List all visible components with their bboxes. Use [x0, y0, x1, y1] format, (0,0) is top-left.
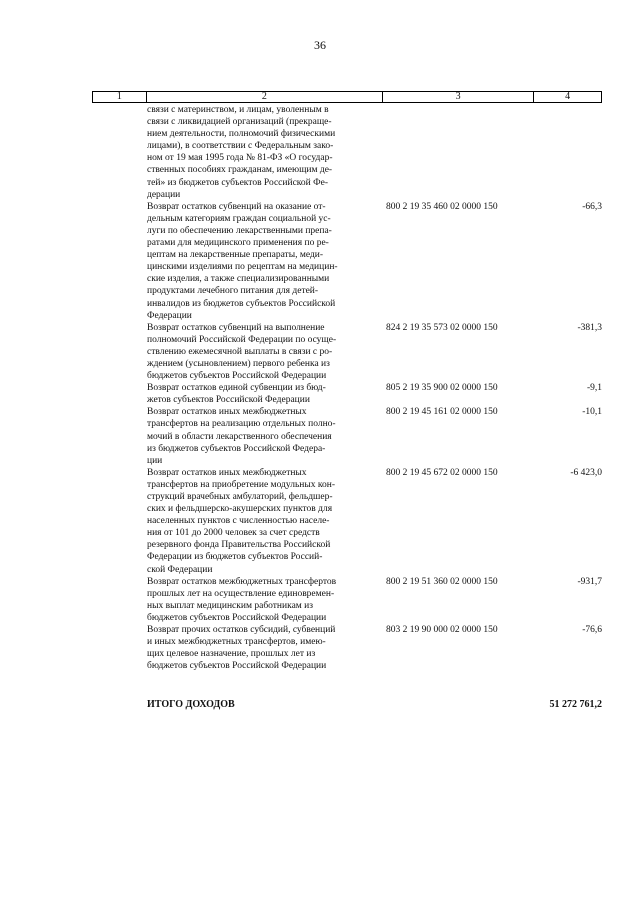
row-name-line: Возврат остатков иных межбюджетных — [147, 407, 307, 418]
row-name-line: Возврат остатков межбюджетных трансфертов — [147, 576, 337, 587]
row-code: 824 2 19 35 573 02 0000 150 — [386, 322, 498, 333]
row-name-line: струкций врачебных амбулаторий, фельдшер- — [147, 492, 333, 502]
row-code: 800 2 19 35 460 02 0000 150 — [386, 201, 498, 212]
row-amount: -76,6 — [582, 625, 602, 636]
row-name-line: связи с ликвидацией организаций (прекраще- — [147, 117, 332, 128]
table-row — [147, 104, 602, 201]
table-row — [147, 467, 602, 576]
row-name-line: и иных межбюджетных трансфертов, имею- — [147, 637, 326, 648]
row-name-line: Возврат остатков единой субвенции из бюд- — [147, 383, 326, 394]
row-name-line: полномочий Российской Федерации по осуще- — [147, 334, 337, 345]
row-amount: -66,3 — [582, 201, 602, 212]
header-col-4: 4 — [533, 92, 601, 102]
row-name-line: Федерации из бюджетов субъектов Россий- — [147, 552, 323, 563]
row-code: 800 2 19 45 672 02 0000 150 — [386, 467, 498, 478]
table-row — [147, 322, 602, 382]
header-col-3: 3 — [382, 92, 533, 102]
row-name-line: резервного фонда Правительства Российской — [147, 540, 331, 551]
row-name — [147, 406, 377, 466]
row-name-line: ния от 101 до 2000 человек за счет средств — [147, 528, 320, 539]
row-name — [147, 382, 377, 406]
row-name-line: нием деятельности, полномочий физическими — [147, 129, 336, 140]
row-name-line: жетов субъектов Российской Федерации — [147, 395, 310, 406]
row-name-line: Возврат прочих остатков субсидий, субвенций — [147, 625, 336, 636]
row-amount: -9,1 — [586, 383, 602, 394]
row-name — [147, 201, 377, 322]
page-number: 36 — [314, 38, 326, 52]
row-name-line: Возврат остатков субвенций на оказание от- — [147, 201, 326, 212]
row-name-line: из бюджетов субъектов Российской Федера- — [147, 443, 326, 454]
table-row — [147, 406, 602, 466]
row-name-line: Возврат остатков иных межбюджетных — [147, 467, 307, 478]
row-name-line: дельным категориям граждан социальной ус- — [147, 213, 331, 224]
row-name-line: цинскими изделиями по рецептам на медицин- — [147, 262, 338, 273]
row-name-line: бюджетов субъектов Российской Федерации — [147, 371, 327, 382]
row-amount: -381,3 — [577, 322, 602, 333]
row-name-line: ственных пособиях гражданам, имеющим де- — [147, 165, 333, 176]
row-name-line: ской Федерации — [147, 564, 213, 575]
row-code: 800 2 19 45 161 02 0000 150 — [386, 407, 498, 418]
row-name-line: ции — [147, 455, 163, 466]
row-name-line: Федерации — [147, 310, 192, 321]
row-amount: -931,7 — [577, 576, 602, 587]
table-header — [92, 91, 602, 103]
row-name-line: дерации — [147, 189, 181, 200]
row-name-line: связи с материнством, и лицам, уволенным в — [147, 105, 329, 115]
row-name-line: ратами для медицинского применения по ре- — [147, 238, 329, 249]
row-name-line: лицами), в соответствии с Федеральным зако- — [147, 141, 334, 152]
total-label: ИТОГО ДОХОДОВ — [147, 699, 235, 710]
row-name-line: ном от 19 мая 1995 года № 81-ФЗ «О государ- — [147, 153, 333, 164]
row-name-line: бюджетов субъектов Российской Федерации — [147, 612, 327, 623]
row-name-line: ствлению ежемесячной выплаты в связи с ро- — [147, 346, 333, 357]
row-name-line: ских и фельдшерско-акушерских пунктов для — [147, 504, 333, 515]
row-name-line: продуктами лечебного питания для детей- — [147, 286, 319, 297]
row-name-line: населенных пунктов с численностью населе- — [147, 516, 330, 527]
row-name-line: щих целевое назначение, прошлых лет из — [147, 649, 316, 660]
table-row — [147, 576, 602, 624]
row-name-line: инвалидов из бюджетов субъектов Российской — [147, 298, 336, 309]
row-code: 803 2 19 90 000 02 0000 150 — [386, 625, 498, 636]
row-name — [147, 576, 377, 624]
total-row — [147, 699, 602, 710]
row-name-line: бюджетов субъектов Российской Федерации — [147, 661, 327, 672]
row-name — [147, 624, 377, 672]
row-name-line: ские изделия, а также специализированными — [147, 274, 330, 285]
row-name — [147, 322, 377, 382]
table-body — [147, 104, 602, 672]
row-name — [147, 104, 377, 201]
row-name — [147, 467, 377, 576]
row-code: 805 2 19 35 900 02 0000 150 — [386, 383, 498, 394]
table-row — [147, 382, 602, 406]
row-name-line: прошлых лет на осуществление единовремен- — [147, 588, 335, 599]
row-name-line: ждением (усыновлением) первого ребенка из — [147, 358, 330, 369]
row-amount: -6 423,0 — [570, 467, 602, 478]
row-name-line: луги по обеспечению лекарственными препа- — [147, 225, 332, 236]
row-name-line: трансфертов на приобретение модульных кон- — [147, 479, 336, 490]
table-row — [147, 624, 602, 672]
row-name-line: цептам на лекарственные препараты, меди- — [147, 250, 324, 261]
row-code: 800 2 19 51 360 02 0000 150 — [386, 576, 498, 587]
row-name-line: Возврат остатков субвенций на выполнение — [147, 322, 325, 333]
header-col-2: 2 — [146, 92, 382, 102]
table-row — [147, 201, 602, 322]
row-name-line: ных выплат медицинским работникам из — [147, 600, 314, 611]
row-amount: -10,1 — [582, 407, 602, 418]
row-name-line: тей» из бюджетов субъектов Российской Фе- — [147, 177, 329, 188]
row-name-line: трансфертов на реализацию отдельных полно- — [147, 419, 336, 430]
total-amount: 51 272 761,2 — [549, 699, 602, 710]
header-col-1: 1 — [116, 91, 122, 102]
row-name-line: мочий в области лекарственного обеспечения — [147, 431, 332, 442]
